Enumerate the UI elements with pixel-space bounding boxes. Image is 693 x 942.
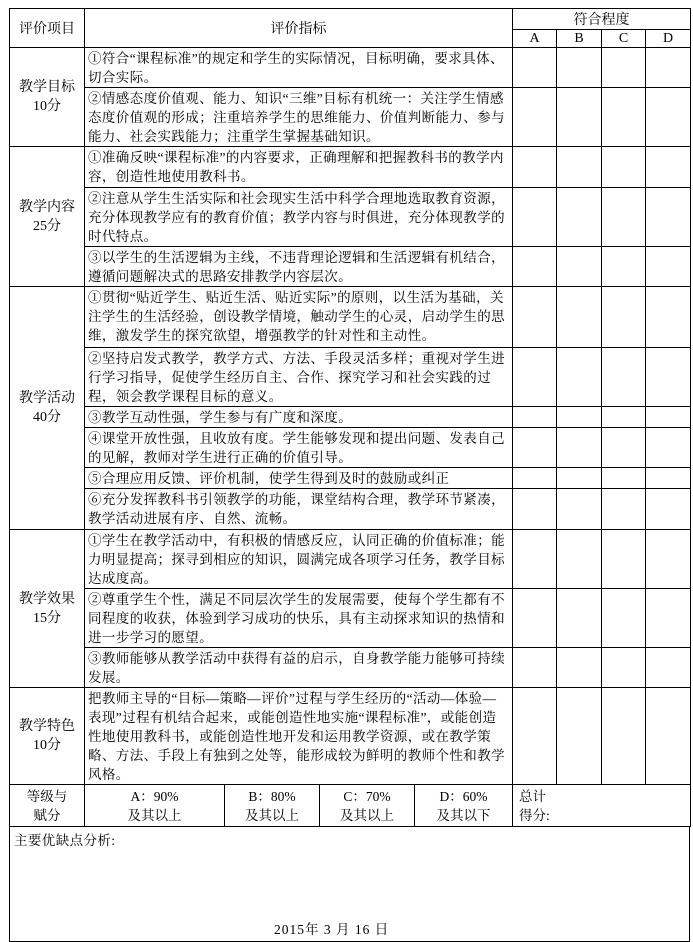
score-cell[interactable] <box>602 348 646 407</box>
indicator-cell: ⑤合理应用反馈、评价机制，使学生得到及时的鼓励或纠正 <box>85 468 513 489</box>
section-item-label: 教学目标 <box>19 80 75 95</box>
score-cell[interactable] <box>602 287 646 348</box>
score-cell[interactable] <box>557 247 602 287</box>
section-item-label: 教学特色 <box>19 719 75 734</box>
indicator-cell: ①贯彻“贴近学生、贴近生活、贴近实际”的原则，以生活为基础，关注学生的生活经验，创设教学情境，触动学生的心灵，启动学生的思维，激发学生的探究欲望，增强教学的针对性和主动性。 <box>85 287 513 348</box>
score-cell[interactable] <box>557 589 602 648</box>
section-score-label: 15分 <box>33 610 61 626</box>
grade-d-header: D <box>646 30 691 48</box>
score-cell[interactable] <box>557 489 602 530</box>
score-cell[interactable] <box>646 348 691 407</box>
score-cell[interactable] <box>513 287 557 348</box>
grade-c-percent: C：70% <box>343 788 391 804</box>
indicator-cell: ①符合“课程标准”的规定和学生的实际情况，目标明确，要求具体、切合实际。 <box>85 48 513 88</box>
score-cell[interactable] <box>557 428 602 468</box>
grade-b-header: B <box>557 30 602 48</box>
section-item-label: 教学效果 <box>19 591 75 607</box>
grade-option-c <box>320 785 415 827</box>
total-score-cell[interactable] <box>513 785 691 827</box>
score-cell[interactable] <box>646 648 691 688</box>
evaluation-table <box>9 8 691 785</box>
score-cell[interactable] <box>557 348 602 407</box>
score-cell[interactable] <box>602 48 646 88</box>
score-cell[interactable] <box>513 688 557 785</box>
header-conformity: 符合程度 <box>513 9 691 30</box>
score-cell[interactable] <box>513 147 557 188</box>
score-cell[interactable] <box>602 648 646 688</box>
score-cell[interactable] <box>646 468 691 489</box>
indicator-cell: ②注意从学生生活实际和社会现实生活中科学合理地选取教育资源，充分体现教学应有的教育价值；教学内容与时俱进，充分体现教学的时代特点。 <box>85 188 513 247</box>
score-cell[interactable] <box>646 188 691 247</box>
score-cell[interactable] <box>602 589 646 648</box>
analysis-box[interactable] <box>9 826 690 942</box>
score-cell[interactable] <box>646 247 691 287</box>
score-cell[interactable] <box>646 428 691 468</box>
report-date: 2015年 3 月 16 日 <box>274 922 390 937</box>
grading-label-line2: 赋分 <box>33 807 61 823</box>
grade-a-header: A <box>513 30 557 48</box>
grade-a-note: 及其以上 <box>127 807 182 823</box>
indicator-cell: ②情感态度价值观、能力、知识“三维”目标有机统一：关注学生情感态度价值观的形成；注重培养学生的思维能力、价值判断能力、参与能力、社会实践能力；注重学生掌握基础知识。 <box>85 88 513 147</box>
score-cell[interactable] <box>646 688 691 785</box>
score-cell[interactable] <box>646 407 691 428</box>
score-cell[interactable] <box>646 147 691 188</box>
score-cell[interactable] <box>513 648 557 688</box>
score-cell[interactable] <box>602 407 646 428</box>
section-teaching-effect <box>10 530 85 688</box>
score-cell[interactable] <box>646 489 691 530</box>
indicator-cell: ①准确反映“课程标准”的内容要求，正确理解和把握教科书的教学内容，创造性地使用教科书。 <box>85 147 513 188</box>
grading-label <box>10 785 85 827</box>
score-cell[interactable] <box>602 428 646 468</box>
section-score-label: 10分 <box>33 99 61 114</box>
score-cell[interactable] <box>602 147 646 188</box>
header-indicator-column: 评价指标 <box>85 9 513 48</box>
score-cell[interactable] <box>557 530 602 589</box>
total-label: 总计 <box>519 788 546 804</box>
score-cell[interactable] <box>557 48 602 88</box>
indicator-cell: ③以学生的生活逻辑为主线，不违背理论逻辑和生活逻辑有机结合，遵循问题解决式的思路安排教学内容层次。 <box>85 247 513 287</box>
section-teaching-features <box>10 688 85 785</box>
grade-b-note: 及其以上 <box>245 807 299 823</box>
score-cell[interactable] <box>557 88 602 147</box>
score-cell[interactable] <box>557 468 602 489</box>
score-cell[interactable] <box>513 48 557 88</box>
evaluation-form <box>9 8 690 942</box>
score-cell[interactable] <box>557 407 602 428</box>
score-cell[interactable] <box>602 530 646 589</box>
grading-label-line1: 等级与 <box>26 788 68 804</box>
grade-b-percent: B：80% <box>248 788 296 804</box>
grade-d-percent: D：60% <box>439 788 488 804</box>
score-cell[interactable] <box>646 589 691 648</box>
score-cell[interactable] <box>646 530 691 589</box>
indicator-cell: ②尊重学生个性，满足不同层次学生的发展需要，使每个学生都有不同程度的收获，体验到学习成功的快乐，具有主动探求知识的热情和进一步学习的愿望。 <box>85 589 513 648</box>
analysis-label: 主要优缺点分析: <box>14 833 116 848</box>
grade-option-a <box>85 785 225 827</box>
section-item-label: 教学活动 <box>19 391 75 406</box>
header-item-column: 评价项目 <box>10 9 85 48</box>
score-cell[interactable] <box>602 88 646 147</box>
score-cell[interactable] <box>646 48 691 88</box>
section-teaching-content <box>10 147 85 287</box>
indicator-cell: ④课堂开放性强，且收放有度。学生能够发现和提出问题、发表自己的见解，教师对学生进行正确的价值引导。 <box>85 428 513 468</box>
indicator-cell: ②坚持启发式教学，教学方式、方法、手段灵活多样；重视对学生进行学习指导，促使学生经历自主、合作、探究学习和社会实践的过程，领会教学课程目标的意义。 <box>85 348 513 407</box>
grade-d-note: 及其以下 <box>436 807 491 823</box>
score-cell[interactable] <box>557 147 602 188</box>
section-item-label: 教学内容 <box>19 199 75 215</box>
score-label: 得分: <box>519 807 550 823</box>
score-cell[interactable] <box>602 247 646 287</box>
indicator-cell: ⑥充分发挥教科书引领教学的功能，课堂结构合理，教学环节紧凑，教学活动进展有序、自然、流畅。 <box>85 489 513 530</box>
score-cell[interactable] <box>513 489 557 530</box>
indicator-cell: ③教师能够从教学活动中获得有益的启示，自身教学能力能够可持续发展。 <box>85 648 513 688</box>
score-cell[interactable] <box>557 287 602 348</box>
score-cell[interactable] <box>602 688 646 785</box>
section-score-label: 25分 <box>33 218 61 234</box>
score-cell[interactable] <box>602 468 646 489</box>
score-cell[interactable] <box>646 88 691 147</box>
score-cell[interactable] <box>557 688 602 785</box>
section-teaching-activities <box>10 287 85 530</box>
score-cell[interactable] <box>513 530 557 589</box>
score-cell[interactable] <box>557 188 602 247</box>
score-cell[interactable] <box>513 188 557 247</box>
score-cell[interactable] <box>513 348 557 407</box>
score-cell[interactable] <box>557 648 602 688</box>
score-cell[interactable] <box>602 188 646 247</box>
section-score-label: 40分 <box>33 410 61 425</box>
score-cell[interactable] <box>513 88 557 147</box>
score-cell[interactable] <box>513 247 557 287</box>
indicator-cell: ①学生在教学活动中，有积极的情感反应，认同正确的价值标准；能力明显提高；探寻到相应的知识，圆满完成各项学习任务，教学目标达成度高。 <box>85 530 513 589</box>
score-cell[interactable] <box>513 407 557 428</box>
score-cell[interactable] <box>602 489 646 530</box>
indicator-cell: 把教师主导的“目标—策略—评价”过程与学生经历的“活动—体验—表现”过程有机结合起来，或能创造性地实施“课程标准”，或能创造性地使用教科书，或能创造性地开发和运用教学资源，或在教学策略、方法、手段上有独到之处等，能形成较为鲜明的教师个性和教学风格。 <box>85 688 513 785</box>
section-score-label: 10分 <box>33 738 61 753</box>
score-cell[interactable] <box>513 428 557 468</box>
grade-c-note: 及其以上 <box>340 807 394 823</box>
score-cell[interactable] <box>646 287 691 348</box>
indicator-cell: ③教学互动性强，学生参与有广度和深度。 <box>85 407 513 428</box>
section-teaching-goals <box>10 48 85 147</box>
grade-c-header: C <box>602 30 646 48</box>
grade-a-percent: A：90% <box>130 788 179 804</box>
grade-option-b <box>225 785 320 827</box>
score-cell[interactable] <box>513 468 557 489</box>
grading-row <box>9 784 691 827</box>
grade-option-d <box>415 785 513 827</box>
score-cell[interactable] <box>513 589 557 648</box>
